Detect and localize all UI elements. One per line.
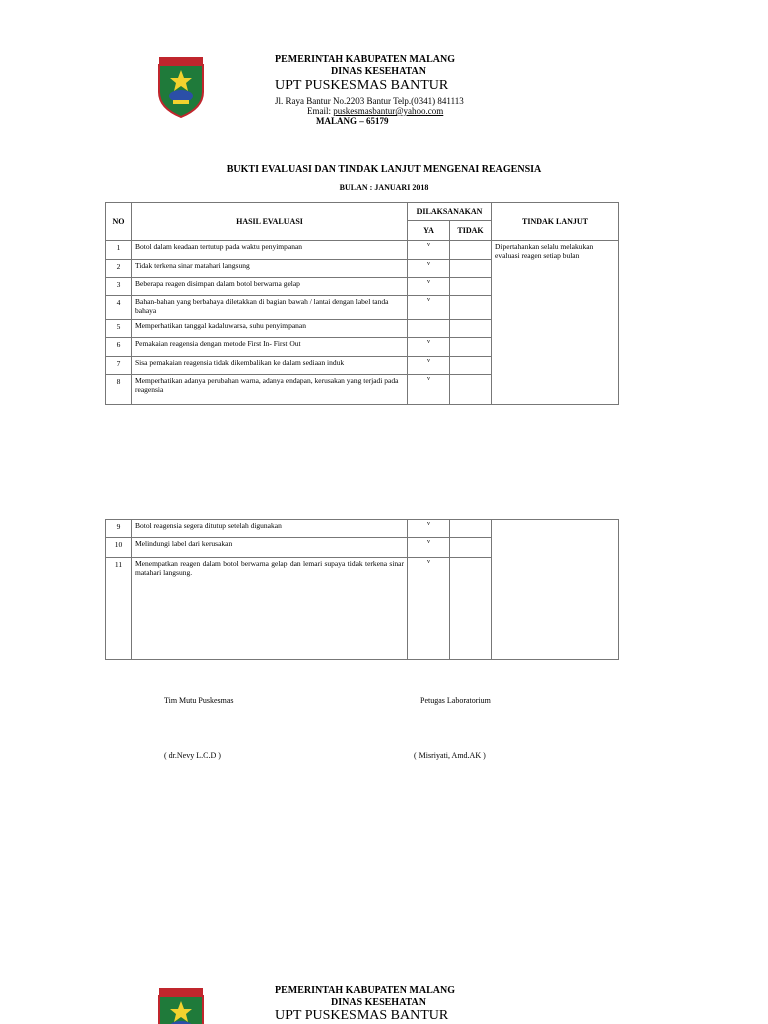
- check-ya: v: [408, 338, 450, 357]
- table-row: [106, 241, 619, 260]
- check-tidak: [450, 278, 492, 296]
- header-email-line: [307, 106, 443, 116]
- signature-right-name: ( Misriyati, Amd.AK ): [414, 751, 486, 760]
- check-tidak: [450, 558, 492, 660]
- row-text: Pemakaian reagensia dengan metode First In- First Out: [132, 338, 408, 357]
- signature-right-role: Petugas Laboratorium: [420, 696, 491, 705]
- header-department: DINAS KESEHATAN: [331, 66, 426, 77]
- check-tidak: [450, 260, 492, 278]
- check-tidak: [450, 338, 492, 357]
- col-header-followup: TINDAK LANJUT: [492, 203, 619, 241]
- check-ya: v: [408, 296, 450, 320]
- email-label: Email:: [307, 106, 334, 116]
- check-ya: v: [408, 278, 450, 296]
- row-number: 11: [106, 558, 132, 660]
- row-text: Menempatkan reagen dalam botol berwarna gelap dan lemari supaya tidak terkena sinar matahari langsung.: [132, 558, 408, 660]
- row-number: 1: [106, 241, 132, 260]
- row-text: Sisa pemakaian reagensia tidak dikembalikan ke dalam sediaan induk: [132, 357, 408, 375]
- row-text: Memperhatikan tanggal kadaluwarsa, suhu penyimpanan: [132, 320, 408, 338]
- row-text: Botol reagensia segera ditutup setelah digunakan: [132, 520, 408, 538]
- col-header-no: NO: [106, 203, 132, 241]
- col-header-result: HASIL EVALUASI: [132, 203, 408, 241]
- signature-left-role: Tim Mutu Puskesmas: [164, 696, 234, 705]
- row-number: 6: [106, 338, 132, 357]
- row-number: 7: [106, 357, 132, 375]
- check-ya: v: [408, 357, 450, 375]
- header2-unit: UPT PUSKESMAS BANTUR: [275, 1008, 449, 1023]
- table-row: [106, 520, 619, 538]
- check-tidak: [450, 296, 492, 320]
- email-link[interactable]: puskesmasbantur@yahoo.com: [333, 106, 444, 116]
- kabupaten-malang-logo-page2: [157, 987, 205, 1024]
- check-ya: v: [408, 520, 450, 538]
- header-address: Jl. Raya Bantur No.2203 Bantur Telp.(0341) 841113: [275, 96, 464, 106]
- row-number: 9: [106, 520, 132, 538]
- row-text: Botol dalam keadaan tertutup pada waktu penyimpanan: [132, 241, 408, 260]
- header2-government: PEMERINTAH KABUPATEN MALANG: [275, 985, 455, 996]
- evaluation-table: [105, 202, 619, 405]
- row-text: Melindungi label dari kerusakan: [132, 538, 408, 558]
- signature-left-name: ( dr.Nevy L.C.D ): [164, 751, 221, 760]
- check-ya: v: [408, 241, 450, 260]
- check-tidak: [450, 520, 492, 538]
- check-ya: v: [408, 260, 450, 278]
- check-tidak: [450, 320, 492, 338]
- row-number: 3: [106, 278, 132, 296]
- check-ya: v: [408, 375, 450, 405]
- col-header-ya: YA: [408, 221, 450, 241]
- followup-cell: Dipertahankan selalu melakukan evaluasi reagen setiap bulan: [492, 241, 619, 405]
- row-number: 8: [106, 375, 132, 405]
- check-ya: [408, 320, 450, 338]
- header-unit: UPT PUSKESMAS BANTUR: [275, 78, 449, 93]
- document-month: BULAN : JANUARI 2018: [339, 183, 429, 192]
- evaluation-table-continued: [105, 519, 619, 660]
- check-ya: v: [408, 538, 450, 558]
- check-ya: v: [408, 558, 450, 660]
- row-number: 5: [106, 320, 132, 338]
- row-number: 4: [106, 296, 132, 320]
- row-text: Tidak terkena sinar matahari langsung: [132, 260, 408, 278]
- check-tidak: [450, 375, 492, 405]
- followup-cell: [492, 520, 619, 660]
- kabupaten-malang-logo: [157, 56, 205, 118]
- col-header-tidak: TIDAK: [450, 221, 492, 241]
- col-header-done: DILAKSANAKAN: [408, 203, 492, 221]
- row-number: 2: [106, 260, 132, 278]
- document-title: BUKTI EVALUASI DAN TINDAK LANJUT MENGENAI REAGENSIA: [226, 164, 542, 175]
- check-tidak: [450, 357, 492, 375]
- header-city: MALANG – 65179: [316, 116, 389, 126]
- header2-department: DINAS KESEHATAN: [331, 997, 426, 1008]
- row-text: Memperhatikan adanya perubahan warna, adanya endapan, kerusakan yang terjadi pada reagensia: [132, 375, 408, 405]
- check-tidak: [450, 538, 492, 558]
- row-text: Bahan-bahan yang berbahaya diletakkan di bagian bawah / lantai dengan label tanda bahaya: [132, 296, 408, 320]
- row-text: Beberapa reagen disimpan dalam botol berwarna gelap: [132, 278, 408, 296]
- check-tidak: [450, 241, 492, 260]
- header-government: PEMERINTAH KABUPATEN MALANG: [275, 54, 455, 65]
- row-number: 10: [106, 538, 132, 558]
